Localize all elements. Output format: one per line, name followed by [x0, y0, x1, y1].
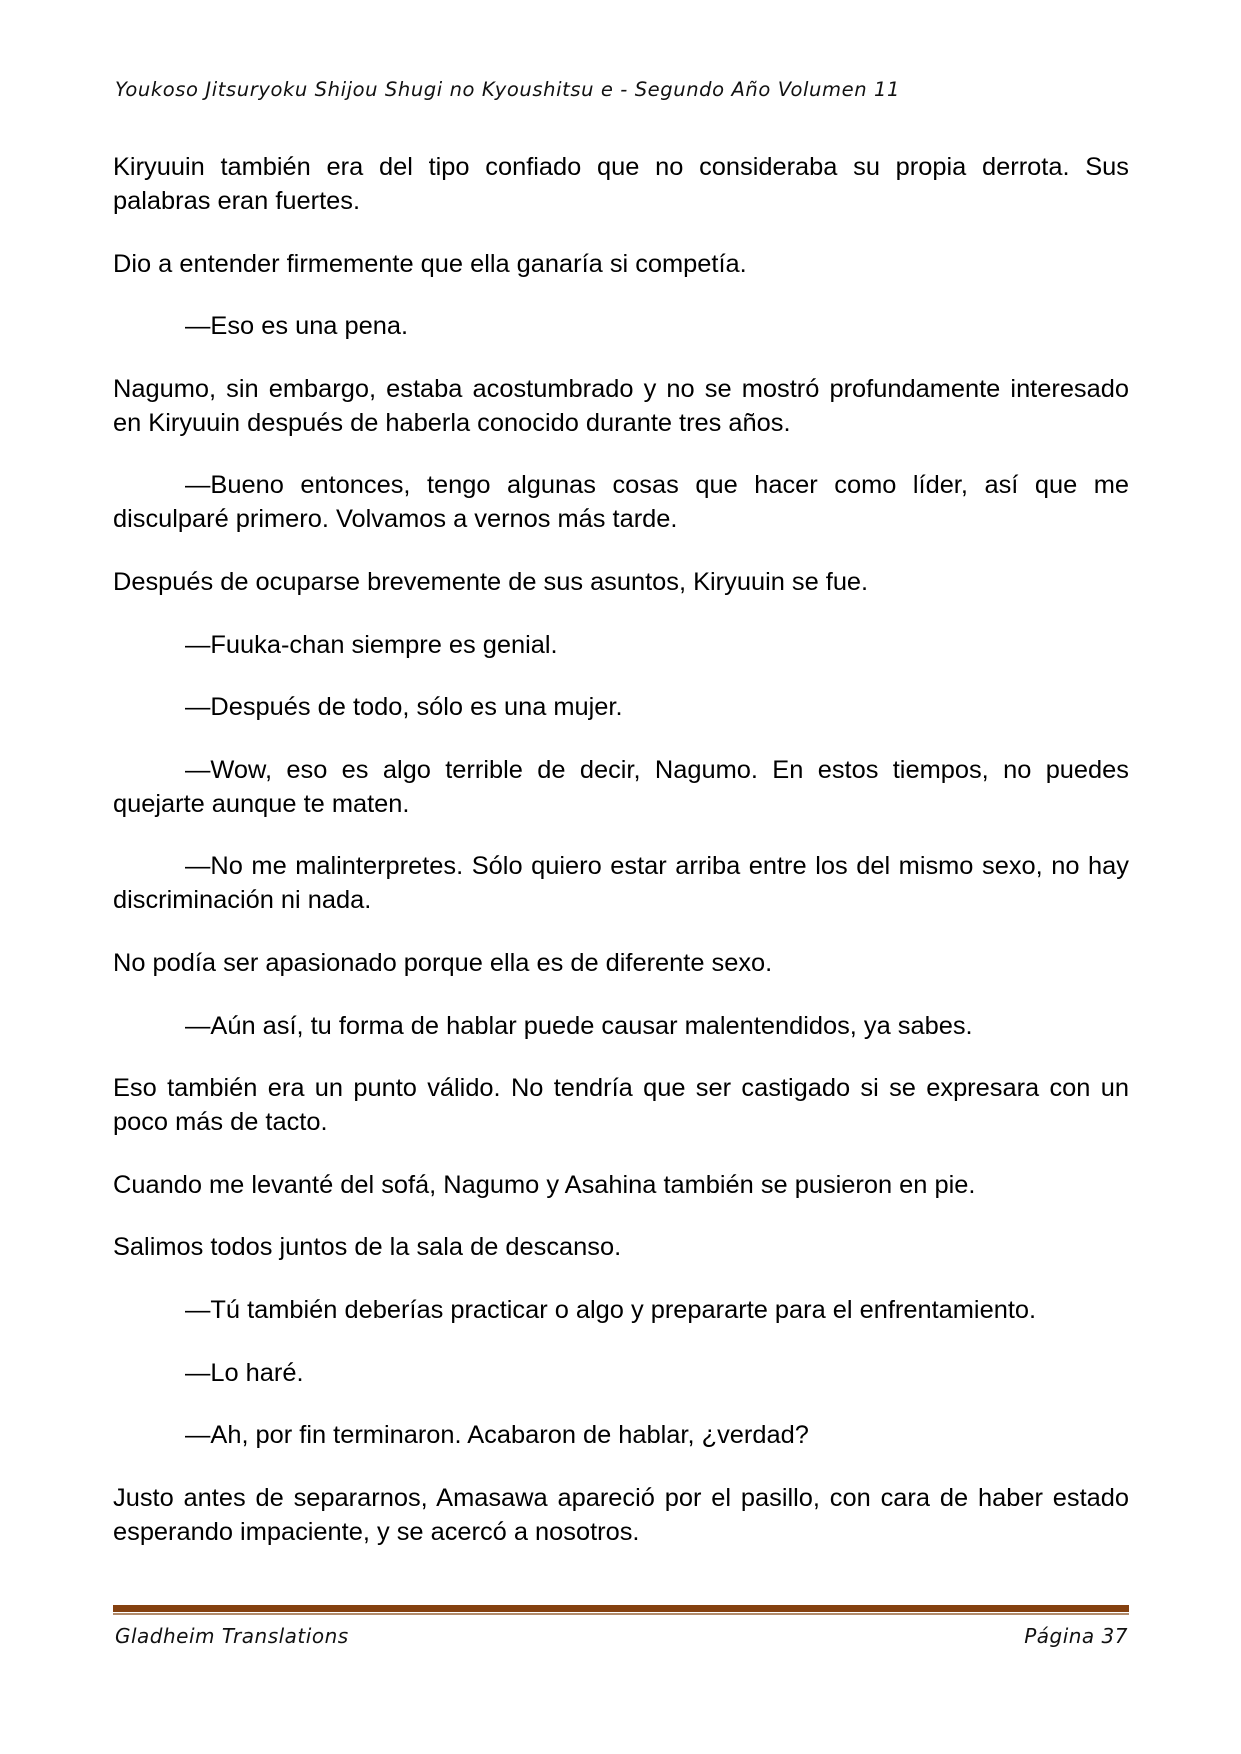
- narration-paragraph: No podía ser apasionado porque ella es de diferente sexo.: [113, 948, 773, 977]
- narration-paragraph: Justo antes de separarnos, Amasawa apareció por el pasillo, con cara de haber estado esperando impaciente, y se acercó a nosotros.: [113, 1483, 1129, 1546]
- running-header: Youkoso Jitsuryoku Shijou Shugi no Kyoushitsu e - Segundo Año Volumen 11: [115, 78, 900, 101]
- narration-paragraph: Eso también era un punto válido. No tendría que ser castigado si se expresara con un poco más de tacto.: [113, 1074, 1129, 1137]
- footer-rule-thin: [113, 1613, 1129, 1615]
- narration-paragraph: Dio a entender firmemente que ella ganaría si competía.: [113, 249, 747, 278]
- dialog-paragraph: —Eso es una pena.: [185, 312, 409, 341]
- footer-rule-thick: [113, 1605, 1129, 1612]
- dialog-paragraph: —Aún así, tu forma de hablar puede causar malentendidos, ya sabes.: [185, 1011, 973, 1040]
- narration-paragraph: Cuando me levanté del sofá, Nagumo y Asahina también se pusieron en pie.: [113, 1170, 976, 1199]
- narration-paragraph: Nagumo, sin embargo, estaba acostumbrado y no se mostró profundamente interesado en Kiryuuin después de haberla conocido durante tres años.: [113, 374, 1129, 437]
- dialog-paragraph: —No me malinterpretes. Sólo quiero estar arriba entre los del mismo sexo, no hay discriminación ni nada.: [113, 852, 1129, 915]
- dialog-paragraph: —Fuuka-chan siempre es genial.: [185, 630, 558, 659]
- narration-paragraph: Salimos todos juntos de la sala de descanso.: [113, 1233, 622, 1262]
- narration-paragraph: Después de ocuparse brevemente de sus asuntos, Kiryuuin se fue.: [113, 567, 869, 596]
- footer-translator-credit: Gladheim Translations: [115, 1624, 349, 1648]
- dialog-paragraph: —Ah, por fin terminaron. Acabaron de hablar, ¿verdad?: [185, 1421, 809, 1450]
- footer-page-number: Página 37: [1024, 1624, 1128, 1648]
- page-body: [113, 150, 1129, 1577]
- dialog-paragraph: —Lo haré.: [185, 1358, 304, 1387]
- dialog-paragraph: —Tú también deberías practicar o algo y prepararte para el enfrentamiento.: [185, 1295, 1037, 1324]
- dialog-paragraph: —Después de todo, sólo es una mujer.: [185, 693, 623, 722]
- narration-paragraph: Kiryuuin también era del tipo confiado que no consideraba su propia derrota. Sus palabras eran fuertes.: [113, 153, 1129, 215]
- dialog-paragraph: —Bueno entonces, tengo algunas cosas que hacer como líder, así que me disculparé primero. Volvamos a vernos más tarde.: [113, 471, 1129, 534]
- dialog-paragraph: —Wow, eso es algo terrible de decir, Nagumo. En estos tiempos, no puedes quejarte aunque te maten.: [113, 755, 1129, 818]
